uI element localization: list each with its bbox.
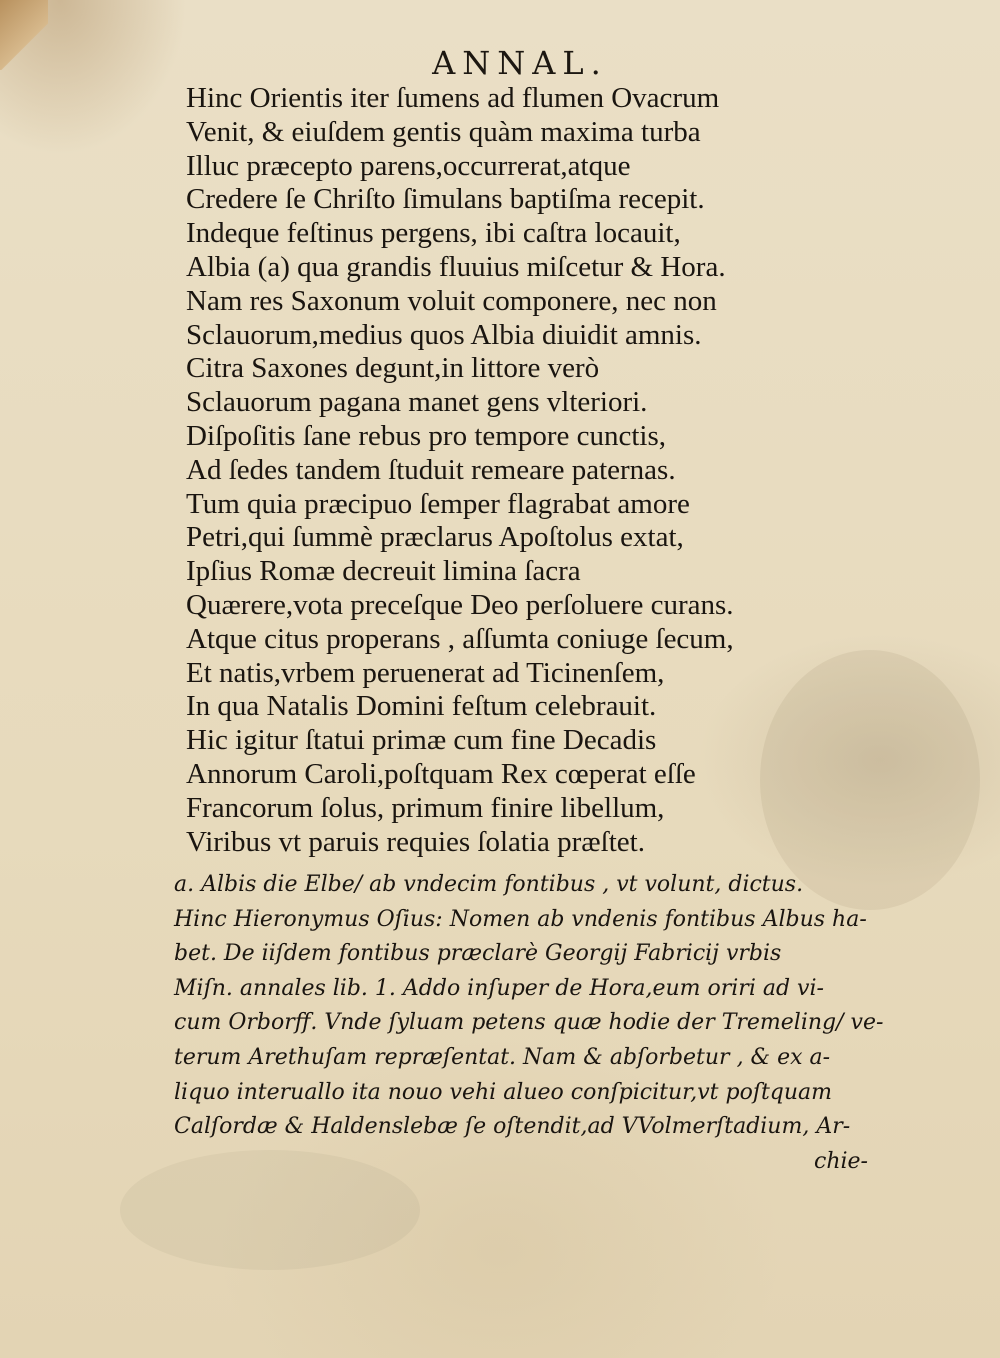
verse-line: Nam res Saxonum voluit componere, nec non	[186, 284, 717, 317]
verse-line: Sclauorum pagana manet gens vlteriori.	[186, 386, 648, 419]
note-line: liquo interuallo ita nouo vehi alueo conſpicitur,vt poſtquam	[174, 1079, 833, 1105]
verse-line: Albia (a) qua grandis fluuius miſcetur & Hora.	[186, 250, 726, 283]
verse-line: Diſpoſitis ſane rebus pro tempore cunctis,	[186, 419, 667, 452]
verse-line: Venit, & eiuſdem gentis quàm maxima turba	[186, 115, 701, 148]
verse-line: Et natis,vrbem peruenerat ad Ticinenſem,	[186, 656, 665, 689]
verse-line: Hic igitur ſtatui primæ cum fine Decadis	[186, 724, 657, 757]
note-line: bet. De iiſdem fontibus præclarè Georgij Fabricij vrbis	[174, 941, 782, 967]
verse-line: Illuc præcepto parens,occurrerat,atque	[186, 149, 631, 182]
verse-line: Petri,qui ſummè præclarus Apoſtolus extat,	[186, 521, 684, 554]
verse-text	[186, 82, 734, 859]
verse-line: Indeque feſtinus pergens, ibi caſtra locauit,	[186, 217, 681, 250]
note-line: a. Albis die Elbe/ ab vndecim fontibus , vt volunt, dictus.	[174, 872, 804, 897]
verse-line: Ad ſedes tandem ſtuduit remeare paternas.	[186, 453, 676, 486]
verse-line: Credere ſe Chriſto ſimulans baptiſma recepit.	[186, 183, 705, 216]
verse-line: Viribus vt paruis requies ſolatia præſtet.	[186, 825, 645, 858]
verse-line: Francorum ſolus, primum finire libellum,	[186, 791, 665, 824]
note-line: terum Arethuſam repræſentat. Nam & abſorbetur , & ex a-	[174, 1044, 831, 1070]
note-line: Hinc Hieronymus Oſius: Nomen ab vndenis fontibus Albus ha-	[174, 906, 867, 932]
marginal-note	[174, 868, 884, 1179]
verse-line: Annorum Caroli,poſtquam Rex cœperat eſſe	[186, 757, 696, 790]
verse-line: In qua Natalis Domini feſtum celebrauit.	[186, 690, 657, 723]
catchword: chie-	[814, 1148, 868, 1174]
note-line: cum Orborff. Vnde ſyluam petens quæ hodie der Tremeling/ ve-	[174, 1010, 884, 1036]
verse-line: Sclauorum,medius quos Albia diuidit amnis.	[186, 318, 702, 351]
verse-line: Citra Saxones degunt,in littore verò	[186, 352, 600, 385]
verse-line: Ipſius Romæ decreuit limina ſacra	[186, 555, 581, 588]
verse-line: Quærere,vota preceſque Deo perſoluere curans.	[186, 588, 734, 621]
verse-line: Tum quia præcipuo ſemper flagrabat amore	[186, 487, 690, 520]
note-line: Calſordæ & Haldenslebæ ſe oſtendit,ad VVolmerſtadium, Ar-	[174, 1114, 851, 1140]
verse-line: Atque citus properans , aſſumta coniuge ſecum,	[186, 622, 734, 655]
note-line: Miſn. annales lib. 1. Addo inſuper de Hora,eum oriri ad vi-	[174, 975, 824, 1001]
running-header: ANNAL.	[432, 44, 608, 82]
verse-line: Hinc Orientis iter ſumens ad flumen Ovacrum	[186, 82, 720, 114]
